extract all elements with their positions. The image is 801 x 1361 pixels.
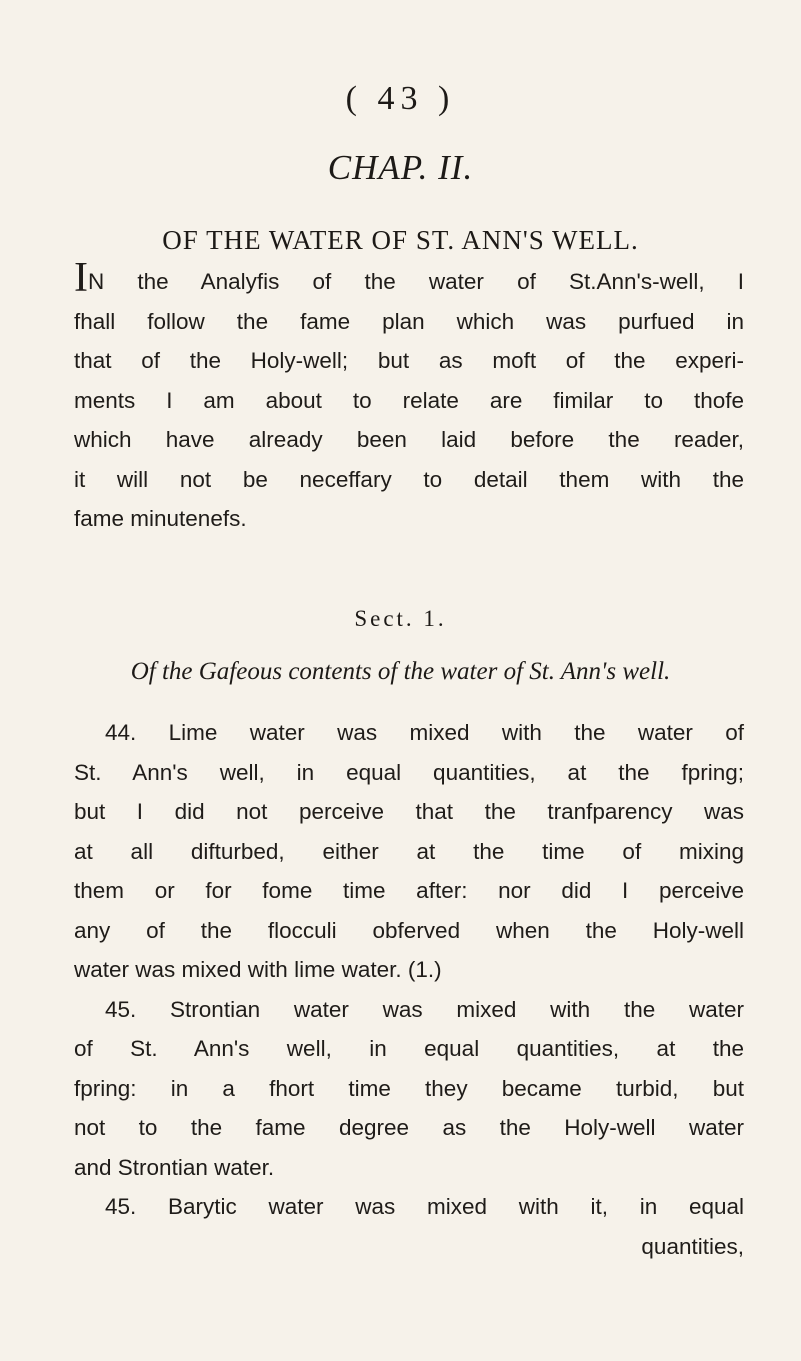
drop-initial: I: [74, 255, 88, 301]
intro-line: fhall follow the fame plan which was purfued in: [74, 308, 744, 334]
paragraph-line: not to the fame degree as the Holy-well water: [74, 1115, 744, 1140]
paragraph-line: at all difturbed, either at the time of mixing: [74, 838, 744, 864]
intro-line: which have already been laid before the reader,: [74, 427, 744, 452]
paragraph-line: of St. Ann's well, in equal quantities, at the: [74, 1036, 744, 1061]
page-number: ( 43 ): [345, 80, 456, 117]
paragraph-line: any of the flocculi obferved when the Holy-well: [74, 917, 744, 943]
paragraph-line: fpring: in a fhort time they became turbid, but: [74, 1075, 744, 1101]
intro-line: that of the Holy-well; but as moft of the experi-: [74, 348, 744, 373]
intro-paragraph: [74, 255, 744, 539]
paragraph-line: 44. Lime water was mixed with the water of: [105, 720, 744, 745]
paragraph-line: 45. Barytic water was mixed with it, in equal: [105, 1194, 744, 1219]
intro-line: ments I am about to relate are fimilar to thofe: [74, 387, 744, 413]
paragraph-line: them or for fome time after: nor did I perceive: [74, 878, 744, 903]
catchword: quantities,: [641, 1233, 744, 1259]
paragraph-44: [74, 713, 744, 990]
paragraph-line: and Strontian water.: [74, 1154, 275, 1180]
section-label: Sect. 1.: [354, 606, 447, 631]
paragraph-line: but I did not perceive that the tranfparency was: [74, 799, 744, 824]
section-heading: OF THE WATER OF ST. ANN'S WELL.: [162, 225, 639, 255]
section-subtitle: Of the Gafeous contents of the water of St. Ann's well.: [130, 658, 671, 685]
paragraph-45-barytic: [74, 1187, 744, 1266]
intro-line: [74, 255, 744, 302]
intro-line: it will not be neceffary to detail them with the: [74, 466, 744, 492]
paragraph-45-strontian: [74, 990, 744, 1188]
intro-line-text: N the Analyfis of the water of St.Ann's-well, I: [88, 269, 744, 294]
paragraph-line: water was mixed with lime water. (1.): [74, 957, 442, 982]
intro-line: fame minutenefs.: [74, 506, 247, 531]
chapter-title: CHAP. II.: [327, 148, 474, 187]
paragraph-line: 45. Strontian water was mixed with the water: [105, 996, 744, 1022]
paragraph-line: St. Ann's well, in equal quantities, at the fpring;: [74, 759, 744, 785]
